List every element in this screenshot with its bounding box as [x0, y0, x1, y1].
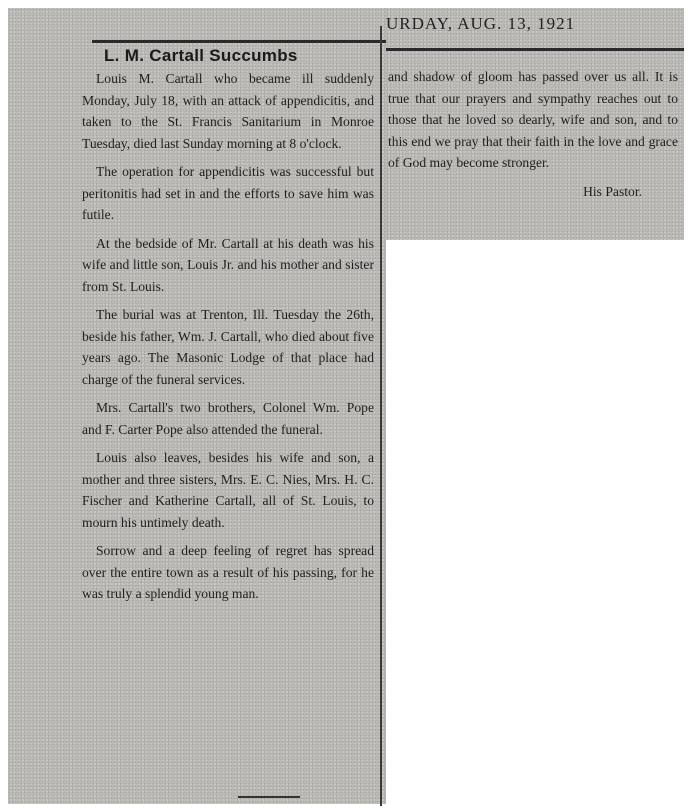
column-rule: [380, 26, 382, 806]
paragraph: Louis M. Cartall who became ill suddenly Monday, July 18, with an attack of appendicitis, and taken to the St. Francis Sanitarium in Monroe Tuesday, died last Sunday morning at 8 o'clock.: [82, 71, 374, 151]
signature: His Pastor.: [583, 183, 642, 199]
paragraph: At the bedside of Mr. Cartall at his death was his wife and little son, Louis Jr. and his mother and sister from St. Louis.: [82, 235, 374, 294]
paragraph: Mrs. Cartall's two brothers, Colonel Wm. Pope and F. Carter Pope also attended the funeral.: [82, 400, 374, 437]
paragraph: Louis also leaves, besides his wife and son, a mother and three sisters, Mrs. E. C. Nies, Mrs. H. C. Fischer and Katherine Cartall, all of St. Louis, to mourn his untimely death.: [82, 450, 374, 530]
article-left-column: [82, 68, 374, 605]
paragraph: Sorrow and a deep feeling of regret has spread over the entire town as a result of his passing, for he was truly a splendid young man.: [82, 543, 374, 601]
bottom-rule: [238, 796, 300, 798]
right-clipping: [386, 8, 684, 240]
newspaper-dateline: URDAY, AUG. 13, 1921: [386, 14, 576, 33]
left-clipping: [8, 8, 386, 804]
dateline-rule: [386, 48, 684, 51]
paragraph: The burial was at Trenton, Ill. Tuesday the 26th, beside his father, Wm. J. Cartall, who died about five years ago. The Masonic Lodge of that place had charge of the funeral services.: [82, 307, 374, 387]
article-right-column: [388, 66, 678, 202]
top-rule: [92, 40, 392, 43]
paragraph: The operation for appendicitis was successful but peritonitis had set in and the efforts to save him was futile.: [82, 164, 374, 222]
paragraph: and shadow of gloom has passed over us all. It is true that our prayers and sympathy reaches out to those that he loved so dearly, wife and son, and to this end we pray that their faith in the love and grace of God may become stronger.: [388, 69, 678, 170]
article-headline: L. M. Cartall Succumbs: [104, 46, 298, 65]
